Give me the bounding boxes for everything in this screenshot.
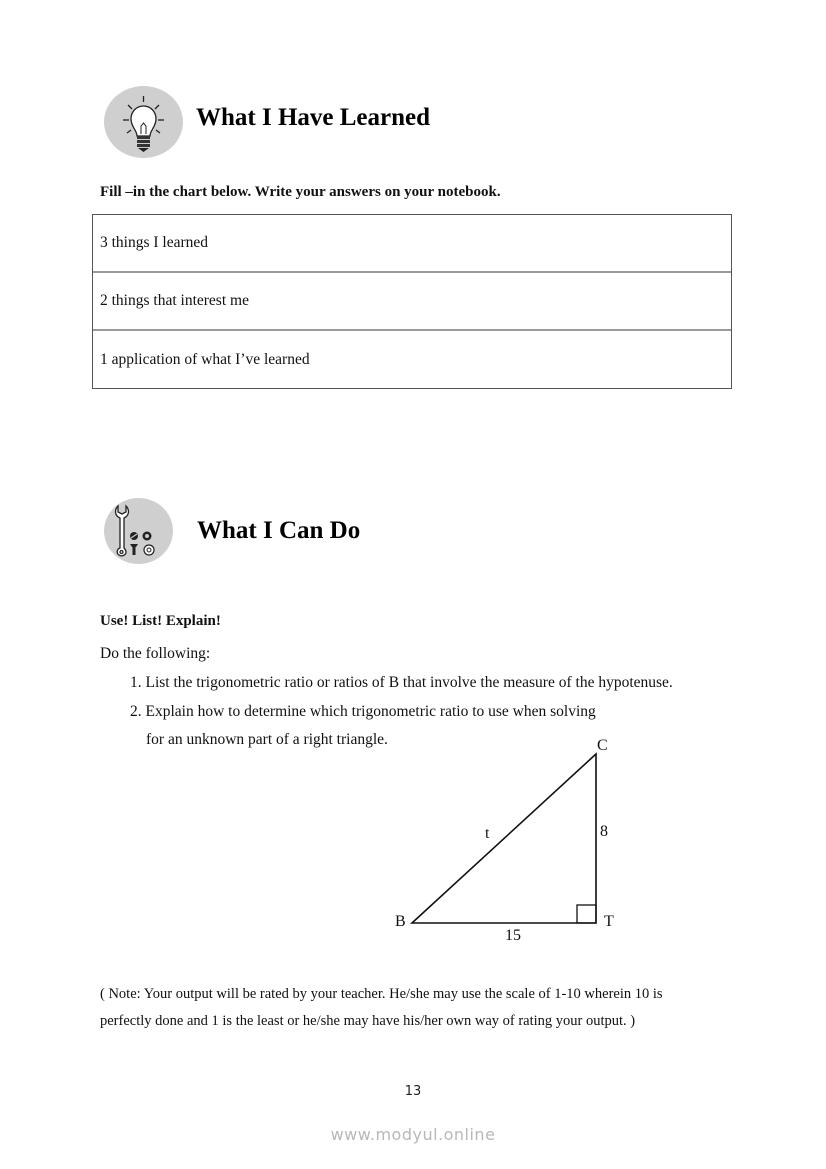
chart-row-3-things[interactable] [93,215,731,273]
rating-note-line-1: ( Note: Your output will be rated by your teacher. He/she may use the scale of 1-10 wherein 10 is [100,986,663,1002]
chart-row-1-application[interactable] [93,331,731,388]
side-label-vertical: 8 [600,823,608,840]
side-label-hypotenuse: t [485,825,490,842]
chart-row-label: 2 things that interest me [100,292,249,309]
section-title-what-i-can-do: What I Can Do [197,517,361,544]
watermark: www.modyul.online [330,1125,496,1144]
right-triangle-diagram [385,730,625,950]
wrench-tools-icon [104,498,173,564]
chart-row-label: 3 things I learned [100,234,209,251]
chart-instruction: Fill –in the chart below. Write your answers on your notebook. [100,184,501,200]
activity-item-2: 2. Explain how to determine which trigonometric ratio to use when solving [130,703,596,720]
chart-row-label: 1 application of what I’ve learned [100,350,310,368]
page-number: 13 [404,1084,422,1099]
lightbulb-icon [104,86,183,158]
activity-subheading: Use! List! Explain! [100,613,221,629]
section-title-what-i-have-learned: What I Have Learned [196,104,431,131]
triangle-shape [385,730,625,950]
rating-note-line-2: perfectly done and 1 is the least or he/she may have his/her own way of rating your output. ) [100,1013,636,1029]
vertex-label-t: T [604,913,614,930]
learning-chart [92,214,732,389]
activity-intro: Do the following: [100,645,211,662]
chart-row-2-things[interactable] [93,273,731,331]
activity-item-1: 1. List the trigonometric ratio or ratios of B that involve the measure of the hypotenuse. [130,674,673,691]
vertex-label-b: B [395,913,406,930]
vertex-label-c: C [597,737,608,754]
activity-item-2-continued: for an unknown part of a right triangle. [146,731,388,748]
side-label-base: 15 [505,927,521,944]
